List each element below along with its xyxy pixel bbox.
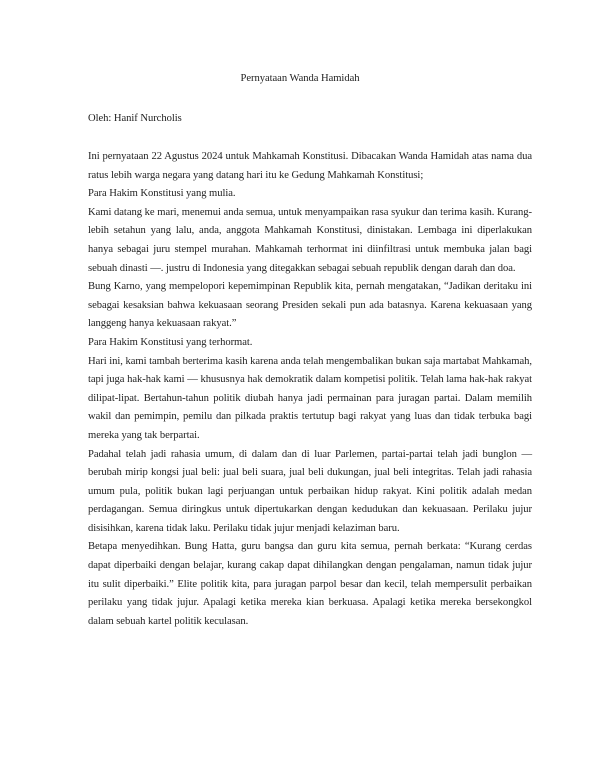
paragraph-6: Hari ini, kami tambah berterima kasih karena anda telah mengembalikan bukan saja martabat Mahkamah, tapi juga hak-hak kami — khususnya hak demokratik dalam kompetisi politik. Telah lama hak-hak rakyat dilipat-lipat. Bertahun-tahun politik diubah hanya jadi permainan para juragan partai. Dalam memilih wakil dan pemimpin, pemilu dan pilkada praktis tertutup bagi rakyat yang luas dan tidak terbuka bagi mereka yang tak berpartai. [88,355,532,441]
paragraph-7: Padahal telah jadi rahasia umum, di dalam dan di luar Parlemen, partai-partai telah jadi bunglon — berubah mirip kongsi jual beli: jual beli suara, jual beli dukungan, jual beli integritas. Telah jadi rahasia umum pula, politik bukan lagi perjuangan untuk perbaikan hidup rakyat. Kini politik adalah medan perdagangan. Semua diringkus untuk dipertukarkan dengan kedudukan dan kekuasaan. Perilaku jujur disisihkan, karena tidak laku. Perilaku tidak jujur menjadi kelaziman baru. [88,448,532,534]
paragraph-8: Betapa menyedihkan. Bung Hatta, guru bangsa dan guru kita semua, pernah berkata: “Kurang cerdas dapat diperbaiki dengan belajar, kurang cakap dapat dihilangkan dengan pengalaman, namun tidak jujur itu sulit diperbaiki.” Elite politik kita, para juragan parpol besar dan kecil, telah mempersulit perbaikan perilaku yang tidak jujur. Apalagi ketika mereka kian berkuasa. Apalagi ketika mereka bersekongkol dalam sebuah kartel politik keculasan. [88,541,532,627]
document-body [88,148,532,631]
paragraph-3: Kami datang ke mari, menemui anda semua, untuk menyampaikan rasa syukur dan terima kasih. Kurang-lebih setahun yang lalu, anda, anggota Mahkamah Konstitusi, dinistakan. Lembaga ini diperlakukan hanya sebagai juru stempel murahan. Mahkamah terhormat ini diinfiltrasi untuk membuka jalan bagi sebuah dinasti —. justru di Indonesia yang ditegakkan sebagai sebuah republik dengan darah dan doa. [88,206,532,274]
author-line: Oleh: Hanif Nurcholis [88,113,182,124]
document-title: Pernyataan Wanda Hamidah [240,73,360,84]
paragraph-5: Para Hakim Konstitusi yang terhormat. [88,336,253,348]
paragraph-1: Ini pernyataan 22 Agustus 2024 untuk Mahkamah Konstitusi. Dibacakan Wanda Hamidah atas nama dua ratus lebih warga negara yang datang hari itu ke Gedung Mahkamah Konstitusi; [88,151,532,181]
paragraph-4: Bung Karno, yang mempelopori kepemimpinan Republik kita, pernah mengatakan, “Jadikan deritaku ini sebagai kesaksian bahwa kekuasaan seorang Presiden sekali pun ada batasnya. Karena kekuasaan yang langgeng hanya kekuasaan rakyat.” [88,281,532,330]
paragraph-2: Para Hakim Konstitusi yang mulia. [88,188,236,200]
